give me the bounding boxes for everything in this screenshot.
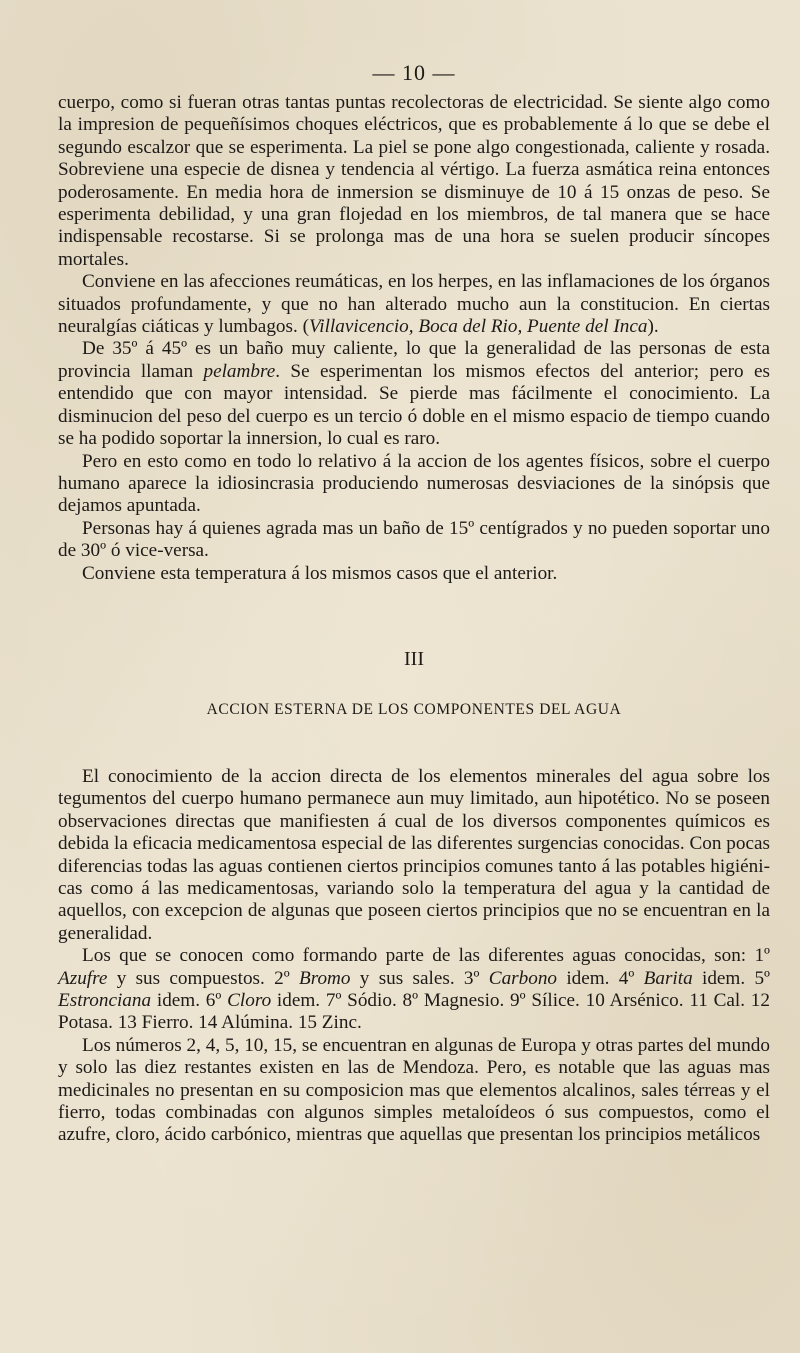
page-number: — 10 — [372, 60, 456, 85]
paragraph-text: Los que se conocen como formando parte de las diferentes aguas conocidas, son: 1º [82, 945, 770, 967]
paragraph-text: Conviene en las afecciones reumáticas, en los herpes, en las inflamaciones de los órganos situados profundamente, y que no han alterado mucho aun la constitucion. En ciertas neuralgías ciáticas y lumbagos. ( [58, 271, 770, 338]
section-title: ACCION ESTERNA DE LOS COMPONENTES DEL AGUA [206, 700, 622, 718]
italic-bromo: Bromo [298, 967, 351, 989]
paragraph-text: De 35º á 45º es un baño muy caliente, lo que la generalidad de las personas de esta provincia llaman [58, 338, 770, 382]
italic-pelambre: pelambre [203, 360, 276, 382]
italic-estronciana: Estronciana [58, 990, 152, 1011]
italic-azufre: Azufre [58, 967, 108, 989]
book-page [58, 58, 770, 1147]
italic-barita: Barita [643, 967, 693, 989]
paragraph-direct-action: El conocimiento de la accion directa de los elementos minerales del agua sobre los tegumentos del cuerpo humano permanece aun muy limitado, aun hipotético. No se poseen observaciones directas que manifiesten á cual de los diversos componentes químicos es debida la eficacia medicamentosa especial de las diferentes surgencias conocidas. Con pocas diferencias todas las aguas contienen ciertos principios comunes tanto á las potables higiénicas como á las medicamentosas, variando solo la temperatura del agua y la cantidad de aquellos, con excepcion de algunas que poseen ciertos principios que no se encuentran en la generalidad. [58, 765, 770, 944]
paragraph-text: idem. 4º [557, 967, 644, 989]
italic-cloro: Cloro [227, 990, 272, 1011]
paragraph-continuation: cuerpo, como si fueran otras tantas puntas recolectoras de electricidad. Se siente algo como la impresion de pequeñísimos choques eléctricos, que es probablemente á lo que se debe el segundo escalzor que se esperimenta. La piel se pone algo congestionada, caliente y rosada. Sobreviene una especie de disnea y tendencia al vértigo. La fuerza asmática reina entonces poderosamente. En media hora de inmersion se disminuye de 10 á 15 onzas de peso. Se esperimenta debilidad, y una gran flojedad en los miembros, de tal manera que se hace indispensable recostarse. Si se prolonga mas de una hora se suelen producir síncopes mortales. [58, 92, 770, 270]
paragraph-personas: Personas hay á quienes agrada mas un baño de 15º centígrados y no pueden soportar uno de 30º ó vice-versa. [58, 517, 770, 562]
paragraph-rheumatic-affections [58, 271, 770, 338]
paragraph-idiosyncrasy: Pero en esto como en todo lo relativo á la accion de los agentes físicos, sobre el cuerpo humano aparece la idiosincrasia produciendo numerosas desviaciones de la sinópsis que dejamos apuntada. [58, 450, 770, 517]
paragraph-very-hot-bath [58, 338, 770, 450]
paragraph-text: idem. 6º [151, 990, 228, 1011]
paragraph-components-list [58, 945, 770, 1035]
paragraph-text-end: ). [647, 316, 659, 338]
paragraph-text-end: . Se esperimentan los mismos efectos del anterior; pero es entendido que con mayor intensidad. Se pierde mas fácilmente el conocimiento. La disminucion del peso del cuerpo es un tercio ó doble en el mismo espacio de tiempo cuando se ha podido soportar la innersion, lo cual es raro. [58, 360, 770, 450]
section-number: III [404, 647, 424, 670]
paragraph-text: idem. 5º [692, 967, 770, 989]
paragraph-text: y sus sales. 3º [350, 967, 489, 989]
paragraph-text: y sus compuestos. 2º [107, 967, 299, 989]
italic-places: Villavicencio, Boca del Rio, Puente del Inca [308, 316, 648, 338]
italic-carbono: Carbono [488, 967, 558, 989]
paragraph-numbers: Los números 2, 4, 5, 10, 15, se encuentran en algunas de Europa y otras partes del mundo y solo las diez restantes existen en las de Mendoza. Pero, es notable que las aguas mas medicinales no presentan en su composicion mas que elementos alcalinos, sales térreas y el fierro, todas combinadas con algunos simples metaloídeos ó sus compuestos, como el azufre, cloro, ácido carbónico, mientras que aquellas que presentan los principios metálicos [58, 1034, 770, 1146]
paragraph-text: idem. 7º Sódio. 8º Magnesio. 9º Sílice. 10 Arsénico. 11 Cal. 12 Potasa. 13 Fierro. 14 Alúmina. 15 Zinc. [58, 990, 770, 1034]
paragraph-conviene: Conviene esta temperatura á los mismos casos que el anterior. [82, 562, 558, 584]
